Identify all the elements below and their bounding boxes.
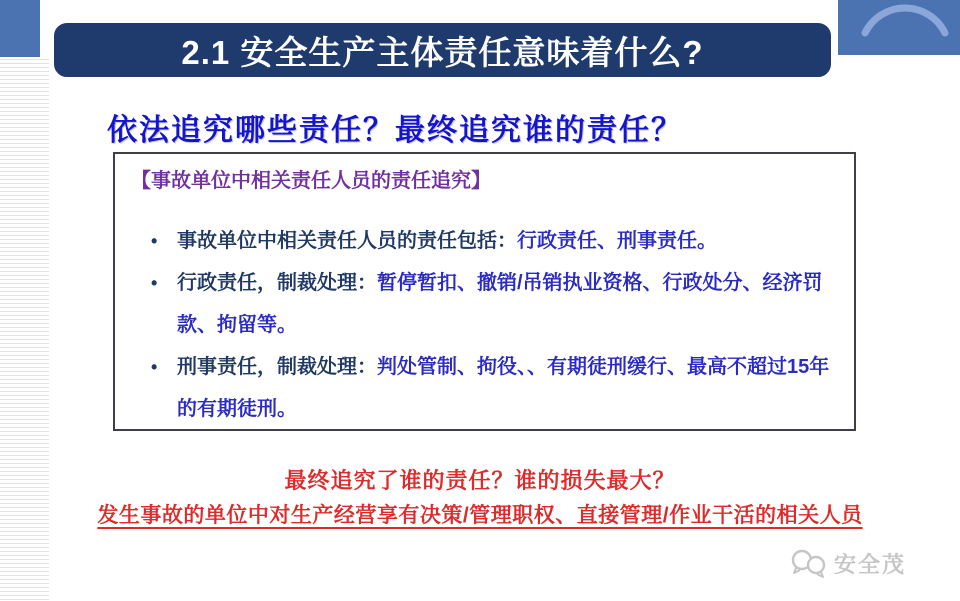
list-item (131, 346, 840, 430)
bullet-list (131, 220, 840, 430)
crescent-arc-icon (838, 0, 960, 55)
slide-title-bar (51, 20, 834, 80)
bullet-lead: 刑事责任，制裁处理： (177, 356, 377, 378)
watermark-text: 安全茂 (833, 552, 906, 577)
chat-bubbles-icon (790, 549, 828, 579)
bullet-detail: 暂停暂扣、撤销/吊销执业资格、行政处分、经济罚款、拘留等。 (177, 272, 823, 336)
bullet-dot: • (151, 273, 158, 293)
panel-header: 【事故单位中相关责任人员的责任追究】 (131, 170, 491, 192)
slide-title: 2.1 安全生产主体责任意味着什么? (181, 33, 704, 71)
list-item (131, 220, 840, 262)
section-heading: 依法追究哪些责任？最终追究谁的责任？ (107, 114, 683, 147)
watermark-logo (790, 548, 906, 579)
bullet-detail: 判处管制、拘役、、有期徒刑缓行、最高不超过15年的有期徒刑。 (177, 356, 830, 420)
top-left-corner-block (0, 0, 40, 57)
bullet-lead: 行政责任，制裁处理： (177, 272, 377, 294)
top-right-corner-block (838, 0, 960, 55)
bullet-dot: • (151, 357, 158, 377)
footer-answer: 发生事故的单位中对生产经营享有决策/管理职权、直接管理/作业干活的相关人员 (97, 504, 863, 527)
bullet-dot: • (151, 231, 158, 251)
list-item (131, 262, 840, 346)
bullet-lead: 事故单位中相关责任人员的责任包括： (177, 230, 517, 252)
footer-question: 最终追究了谁的责任？谁的损失最大？ (284, 468, 676, 493)
bullet-detail: 行政责任、刑事责任。 (517, 230, 717, 252)
content-panel (113, 152, 856, 431)
